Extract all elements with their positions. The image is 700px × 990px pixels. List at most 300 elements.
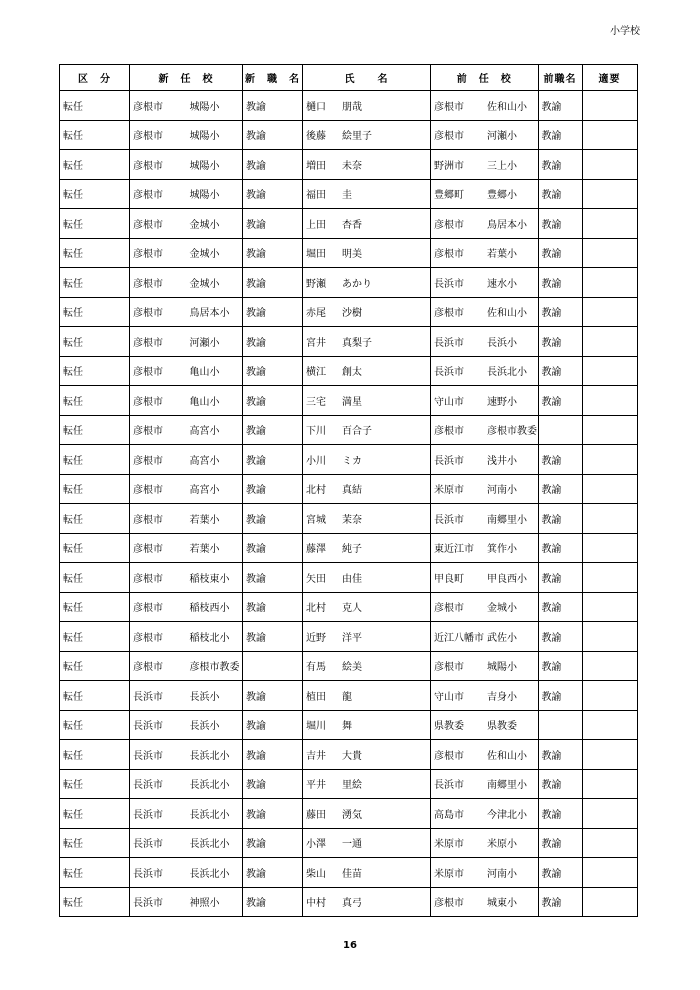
table-row (60, 504, 638, 534)
cell-prev-school: 長浜北小 (484, 356, 538, 386)
given-name: 圭 (342, 190, 352, 202)
cell-new-title: 教諭 (243, 445, 303, 475)
given-name: 沙樹 (342, 308, 362, 320)
cell-new-title: 教諭 (243, 799, 303, 829)
cell-new-city: 彦根市 (130, 356, 187, 386)
table-row (60, 799, 638, 829)
cell-kubun: 転任 (60, 769, 130, 799)
cell-prev-city: 彦根市 (431, 415, 485, 445)
surname: 野瀬 (306, 278, 326, 290)
cell-remarks (582, 238, 637, 268)
cell-name (303, 769, 431, 799)
cell-prev-school: 河南小 (484, 858, 538, 888)
cell-prev-title: 教諭 (538, 238, 582, 268)
cell-prev-school: 甲良西小 (484, 563, 538, 593)
cell-name (303, 415, 431, 445)
surname: 北村 (306, 485, 326, 497)
cell-prev-city: 彦根市 (431, 592, 485, 622)
given-name: 朋哉 (342, 101, 362, 113)
surname: 有馬 (306, 662, 326, 674)
header-new-school: 新 任 校 (130, 65, 243, 91)
cell-prev-title: 教諭 (538, 504, 582, 534)
surname: 近野 (306, 632, 326, 644)
cell-kubun: 転任 (60, 651, 130, 681)
cell-remarks (582, 504, 637, 534)
cell-new-city: 彦根市 (130, 179, 187, 209)
given-name: 克人 (342, 603, 362, 615)
cell-remarks (582, 415, 637, 445)
surname: 樋口 (306, 101, 326, 113)
table-row (60, 327, 638, 357)
cell-name (303, 91, 431, 121)
cell-name (303, 710, 431, 740)
cell-new-title: 教諭 (243, 297, 303, 327)
cell-remarks (582, 622, 637, 652)
cell-new-school: 稲枝北小 (187, 622, 243, 652)
given-name: 舞 (342, 721, 352, 733)
cell-name (303, 651, 431, 681)
cell-prev-school: 南郷里小 (484, 769, 538, 799)
cell-new-title: 教諭 (243, 858, 303, 888)
given-name: 茉奈 (342, 514, 362, 526)
cell-prev-title: 教諭 (538, 592, 582, 622)
cell-name (303, 179, 431, 209)
table-row (60, 592, 638, 622)
cell-name (303, 474, 431, 504)
cell-prev-title: 教諭 (538, 858, 582, 888)
cell-prev-title: 教諭 (538, 327, 582, 357)
cell-new-school: 長浜北小 (187, 858, 243, 888)
cell-name (303, 445, 431, 475)
cell-remarks (582, 474, 637, 504)
cell-prev-city: 彦根市 (431, 120, 485, 150)
surname: 植田 (306, 691, 326, 703)
cell-prev-city: 豊郷町 (431, 179, 485, 209)
cell-prev-title: 教諭 (538, 681, 582, 711)
given-name: 満星 (342, 396, 362, 408)
cell-remarks (582, 799, 637, 829)
cell-name (303, 533, 431, 563)
cell-new-school: 高宮小 (187, 415, 243, 445)
cell-new-school: 城陽小 (187, 120, 243, 150)
cell-kubun: 転任 (60, 238, 130, 268)
cell-new-city: 彦根市 (130, 504, 187, 534)
cell-prev-school: 河南小 (484, 474, 538, 504)
surname: 宮城 (306, 514, 326, 526)
surname: 北村 (306, 603, 326, 615)
cell-new-title: 教諭 (243, 356, 303, 386)
cell-remarks (582, 769, 637, 799)
table-row (60, 445, 638, 475)
given-name: 真弓 (342, 898, 362, 910)
cell-name (303, 209, 431, 239)
given-name: ミカ (342, 455, 362, 467)
cell-kubun: 転任 (60, 297, 130, 327)
cell-prev-title: 教諭 (538, 622, 582, 652)
cell-remarks (582, 91, 637, 121)
surname: 藤田 (306, 809, 326, 821)
school-category-label: 小学校 (610, 26, 640, 37)
surname: 宮井 (306, 337, 326, 349)
given-name: 佳苗 (342, 868, 362, 880)
cell-kubun: 転任 (60, 563, 130, 593)
cell-remarks (582, 209, 637, 239)
given-name: 洋平 (342, 632, 362, 644)
cell-new-city: 彦根市 (130, 415, 187, 445)
cell-new-school: 亀山小 (187, 356, 243, 386)
cell-prev-city: 長浜市 (431, 445, 485, 475)
cell-new-city: 彦根市 (130, 474, 187, 504)
cell-new-title: 教諭 (243, 474, 303, 504)
cell-name (303, 858, 431, 888)
cell-new-city: 彦根市 (130, 120, 187, 150)
cell-name (303, 887, 431, 917)
cell-kubun: 転任 (60, 179, 130, 209)
cell-kubun: 転任 (60, 504, 130, 534)
cell-new-title (243, 651, 303, 681)
surname: 柴山 (306, 868, 326, 880)
surname: 三宅 (306, 396, 326, 408)
cell-prev-city: 長浜市 (431, 356, 485, 386)
cell-prev-city: 長浜市 (431, 268, 485, 298)
cell-new-title: 教諭 (243, 769, 303, 799)
cell-name (303, 740, 431, 770)
surname: 増田 (306, 160, 326, 172)
cell-prev-school: 三上小 (484, 150, 538, 180)
cell-prev-school: 南郷里小 (484, 504, 538, 534)
cell-kubun: 転任 (60, 386, 130, 416)
cell-name (303, 268, 431, 298)
surname: 後藤 (306, 131, 326, 143)
given-name: 絵里子 (342, 131, 372, 143)
cell-new-city: 彦根市 (130, 238, 187, 268)
cell-new-city: 彦根市 (130, 563, 187, 593)
cell-name (303, 297, 431, 327)
table-row (60, 710, 638, 740)
cell-name (303, 150, 431, 180)
cell-name (303, 327, 431, 357)
cell-prev-city: 守山市 (431, 386, 485, 416)
surname: 中村 (306, 898, 326, 910)
cell-new-city: 彦根市 (130, 386, 187, 416)
surname: 赤尾 (306, 308, 326, 320)
surname: 堀川 (306, 721, 326, 733)
cell-new-title: 教諭 (243, 740, 303, 770)
table-row (60, 415, 638, 445)
cell-remarks (582, 120, 637, 150)
table-header-row (60, 65, 638, 91)
surname: 吉井 (306, 750, 326, 762)
cell-remarks (582, 179, 637, 209)
cell-prev-school: 県教委 (484, 710, 538, 740)
table-row (60, 179, 638, 209)
cell-remarks (582, 828, 637, 858)
cell-prev-city: 彦根市 (431, 91, 485, 121)
cell-new-city: 彦根市 (130, 592, 187, 622)
cell-prev-city: 県教委 (431, 710, 485, 740)
table-row (60, 533, 638, 563)
cell-new-school: 城陽小 (187, 91, 243, 121)
cell-new-city: 長浜市 (130, 740, 187, 770)
cell-prev-school: 豊郷小 (484, 179, 538, 209)
cell-kubun: 転任 (60, 120, 130, 150)
cell-prev-school: 金城小 (484, 592, 538, 622)
cell-new-city: 長浜市 (130, 710, 187, 740)
cell-remarks (582, 858, 637, 888)
cell-new-city: 彦根市 (130, 533, 187, 563)
cell-name (303, 622, 431, 652)
cell-new-title: 教諭 (243, 238, 303, 268)
cell-kubun: 転任 (60, 681, 130, 711)
cell-prev-school: 城東小 (484, 887, 538, 917)
cell-remarks (582, 327, 637, 357)
cell-new-school: 稲枝西小 (187, 592, 243, 622)
header-prev-school: 前 任 校 (431, 65, 539, 91)
given-name: 湧気 (342, 809, 362, 821)
cell-remarks (582, 681, 637, 711)
cell-prev-city: 彦根市 (431, 297, 485, 327)
table-row (60, 120, 638, 150)
cell-name (303, 563, 431, 593)
cell-kubun: 転任 (60, 150, 130, 180)
cell-prev-school: 若葉小 (484, 238, 538, 268)
cell-new-school: 彦根市教委 (187, 651, 243, 681)
cell-prev-school: 河瀬小 (484, 120, 538, 150)
cell-prev-title: 教諭 (538, 474, 582, 504)
cell-remarks (582, 268, 637, 298)
given-name: 創太 (342, 367, 362, 379)
cell-new-school: 長浜北小 (187, 828, 243, 858)
cell-new-city: 彦根市 (130, 327, 187, 357)
cell-kubun: 転任 (60, 799, 130, 829)
table-row (60, 681, 638, 711)
cell-new-school: 稲枝東小 (187, 563, 243, 593)
cell-prev-school: 米原小 (484, 828, 538, 858)
cell-kubun: 転任 (60, 710, 130, 740)
cell-new-school: 河瀬小 (187, 327, 243, 357)
cell-prev-title: 教諭 (538, 297, 582, 327)
cell-remarks (582, 651, 637, 681)
cell-new-title: 教諭 (243, 386, 303, 416)
cell-new-city: 長浜市 (130, 858, 187, 888)
cell-kubun: 転任 (60, 327, 130, 357)
cell-new-school: 若葉小 (187, 533, 243, 563)
cell-new-city: 彦根市 (130, 268, 187, 298)
cell-name (303, 799, 431, 829)
cell-prev-title: 教諭 (538, 268, 582, 298)
surname: 小澤 (306, 839, 326, 851)
cell-prev-school: 浅井小 (484, 445, 538, 475)
cell-new-school: 金城小 (187, 238, 243, 268)
surname: 藤澤 (306, 544, 326, 556)
table-row (60, 209, 638, 239)
table-row (60, 474, 638, 504)
cell-prev-title: 教諭 (538, 91, 582, 121)
table-row (60, 150, 638, 180)
cell-name (303, 504, 431, 534)
cell-prev-city: 東近江市 (431, 533, 485, 563)
given-name: 絵美 (342, 662, 362, 674)
cell-new-city: 長浜市 (130, 769, 187, 799)
cell-prev-city: 長浜市 (431, 327, 485, 357)
cell-name (303, 356, 431, 386)
surname: 堀田 (306, 249, 326, 261)
cell-new-title: 教諭 (243, 415, 303, 445)
given-name: 真結 (342, 485, 362, 497)
cell-new-city: 彦根市 (130, 622, 187, 652)
cell-name (303, 592, 431, 622)
header-name: 氏 名 (303, 65, 431, 91)
table-body (60, 91, 638, 917)
given-name: 一通 (342, 839, 362, 851)
cell-new-city: 長浜市 (130, 887, 187, 917)
cell-prev-school: 吉身小 (484, 681, 538, 711)
cell-remarks (582, 533, 637, 563)
cell-prev-title: 教諭 (538, 150, 582, 180)
cell-prev-school: 今津北小 (484, 799, 538, 829)
cell-prev-title: 教諭 (538, 179, 582, 209)
cell-prev-city: 米原市 (431, 858, 485, 888)
cell-prev-title: 教諭 (538, 887, 582, 917)
table-row (60, 858, 638, 888)
cell-prev-city: 米原市 (431, 474, 485, 504)
table-row (60, 622, 638, 652)
cell-prev-title: 教諭 (538, 356, 582, 386)
given-name: 明美 (342, 249, 362, 261)
cell-new-city: 長浜市 (130, 828, 187, 858)
cell-remarks (582, 887, 637, 917)
cell-kubun: 転任 (60, 445, 130, 475)
cell-prev-title (538, 710, 582, 740)
cell-new-city: 長浜市 (130, 681, 187, 711)
cell-prev-title: 教諭 (538, 209, 582, 239)
cell-prev-title: 教諭 (538, 651, 582, 681)
cell-new-school: 長浜北小 (187, 799, 243, 829)
cell-name (303, 120, 431, 150)
cell-new-city: 彦根市 (130, 297, 187, 327)
cell-name (303, 828, 431, 858)
cell-prev-school: 佐和山小 (484, 740, 538, 770)
cell-prev-title: 教諭 (538, 799, 582, 829)
cell-prev-title: 教諭 (538, 740, 582, 770)
cell-remarks (582, 592, 637, 622)
cell-prev-city: 彦根市 (431, 651, 485, 681)
cell-new-school: 鳥居本小 (187, 297, 243, 327)
cell-new-title: 教諭 (243, 887, 303, 917)
cell-prev-city: 米原市 (431, 828, 485, 858)
cell-prev-school: 速野小 (484, 386, 538, 416)
cell-prev-school: 佐和山小 (484, 297, 538, 327)
cell-kubun: 転任 (60, 858, 130, 888)
cell-new-school: 城陽小 (187, 150, 243, 180)
cell-remarks (582, 386, 637, 416)
cell-new-title: 教諭 (243, 710, 303, 740)
cell-new-title: 教諭 (243, 91, 303, 121)
cell-new-school: 長浜北小 (187, 769, 243, 799)
given-name: 真梨子 (342, 337, 372, 349)
cell-new-title: 教諭 (243, 533, 303, 563)
surname: 平井 (306, 780, 326, 792)
cell-prev-city: 甲良町 (431, 563, 485, 593)
given-name: 百合子 (342, 426, 372, 438)
cell-prev-city: 近江八幡市 (431, 622, 485, 652)
cell-prev-title: 教諭 (538, 386, 582, 416)
cell-kubun: 転任 (60, 268, 130, 298)
cell-remarks (582, 356, 637, 386)
cell-new-city: 彦根市 (130, 209, 187, 239)
cell-kubun: 転任 (60, 622, 130, 652)
cell-new-title: 教諭 (243, 563, 303, 593)
cell-prev-school: 武佐小 (484, 622, 538, 652)
cell-new-school: 神照小 (187, 887, 243, 917)
cell-new-city: 長浜市 (130, 799, 187, 829)
cell-new-school: 長浜小 (187, 710, 243, 740)
cell-prev-title: 教諭 (538, 828, 582, 858)
surname: 福田 (306, 190, 326, 202)
cell-kubun: 転任 (60, 533, 130, 563)
cell-new-title: 教諭 (243, 592, 303, 622)
table-row (60, 386, 638, 416)
cell-new-school: 高宮小 (187, 474, 243, 504)
cell-prev-title: 教諭 (538, 533, 582, 563)
given-name: 純子 (342, 544, 362, 556)
cell-kubun: 転任 (60, 356, 130, 386)
table-row (60, 563, 638, 593)
header-kubun: 区 分 (60, 65, 130, 91)
table-row (60, 740, 638, 770)
cell-new-title: 教諭 (243, 327, 303, 357)
cell-remarks (582, 150, 637, 180)
cell-new-city: 彦根市 (130, 91, 187, 121)
cell-new-school: 城陽小 (187, 179, 243, 209)
cell-new-city: 彦根市 (130, 651, 187, 681)
cell-prev-city: 彦根市 (431, 209, 485, 239)
cell-kubun: 転任 (60, 740, 130, 770)
given-name: 大貴 (342, 750, 362, 762)
cell-kubun: 転任 (60, 887, 130, 917)
surname: 上田 (306, 219, 326, 231)
cell-prev-school: 箕作小 (484, 533, 538, 563)
cell-new-school: 長浜小 (187, 681, 243, 711)
cell-new-school: 金城小 (187, 268, 243, 298)
cell-new-title: 教諭 (243, 120, 303, 150)
cell-remarks (582, 740, 637, 770)
table-row (60, 887, 638, 917)
cell-new-school: 高宮小 (187, 445, 243, 475)
cell-new-school: 金城小 (187, 209, 243, 239)
header-prev-title: 前職名 (538, 65, 582, 91)
cell-new-title: 教諭 (243, 828, 303, 858)
surname: 横江 (306, 367, 326, 379)
cell-prev-title: 教諭 (538, 769, 582, 799)
personnel-table (59, 64, 638, 917)
cell-prev-school: 彦根市教委 (484, 415, 538, 445)
cell-new-school: 長浜北小 (187, 740, 243, 770)
cell-kubun: 転任 (60, 474, 130, 504)
table-row (60, 651, 638, 681)
cell-new-title: 教諭 (243, 622, 303, 652)
given-name: あかり (342, 278, 372, 290)
given-name: 龍 (342, 691, 352, 703)
cell-prev-title: 教諭 (538, 120, 582, 150)
cell-prev-school: 城陽小 (484, 651, 538, 681)
table-row (60, 769, 638, 799)
cell-kubun: 転任 (60, 592, 130, 622)
table-row (60, 828, 638, 858)
cell-new-title: 教諭 (243, 268, 303, 298)
given-name: 里絵 (342, 780, 362, 792)
table-row (60, 268, 638, 298)
